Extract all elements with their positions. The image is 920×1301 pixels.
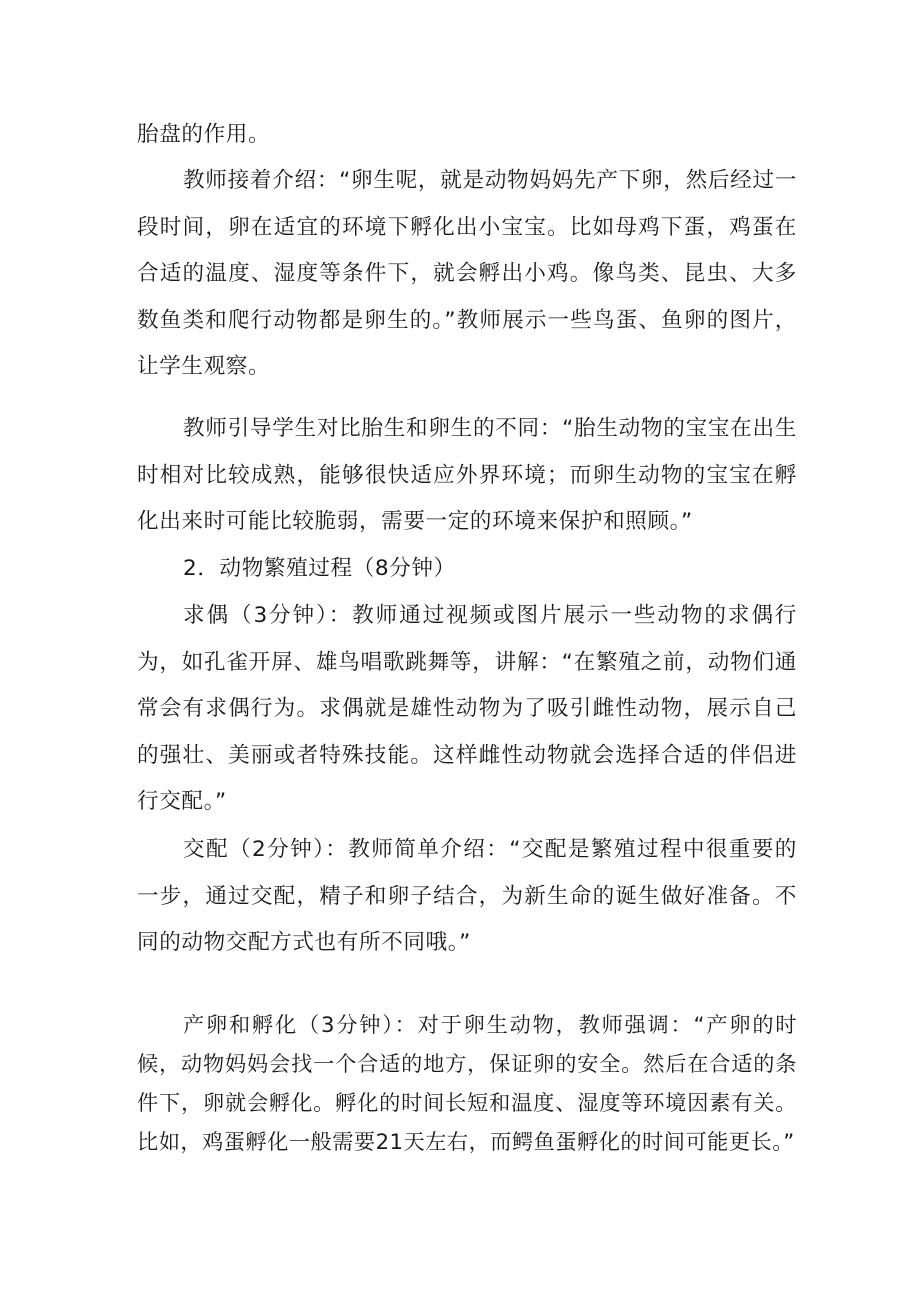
- paragraph-courtship: 求偶（3分钟）：教师通过视频或图片展示一些动物的求偶行为，如孔雀开屏、雄鸟唱歌跳舞等，讲解：“在繁殖之前，动物们通常会有求偶行为。求偶就是雄性动物为了吸引雌性动物，展示自己的强壮、美丽或者特殊技能。这样雌性动物就会选择合适的伴侣进行交配。”: [137, 603, 797, 814]
- paragraph-oviparous-intro: 教师接着介绍：“卵生呢，就是动物妈妈先产下卵，然后经过一段时间，卵在适宜的环境下孵化出小宝宝。比如母鸡下蛋，鸡蛋在合适的温度、湿度等条件下，就会孵出小鸡。像鸟类、昆虫、大多数鱼类和爬行动物都是卵生的。”教师展示一些鸟蛋、鱼卵的图片，让学生观察。: [137, 168, 797, 379]
- paragraph-compare-viviparous-oviparous: 教师引导学生对比胎生和卵生的不同：“胎生动物的宝宝在出生时相对比较成熟，能够很快适应外界环境；而卵生动物的宝宝在孵化出来时可能比较脆弱，需要一定的环境来保护和照顾。”: [137, 416, 797, 534]
- paragraph-laying-and-hatching: 产卵和孵化（3分钟）：对于卵生动物，教师强调：“产卵的时候，动物妈妈会找一个合适的地方，保证卵的安全。然后在合适的条件下，卵就会孵化。孵化的时间长短和温度、湿度等环境因素有关。比如，鸡蛋孵化一般需要21天左右，而鳄鱼蛋孵化的时间可能更长。”: [137, 1012, 797, 1154]
- paragraph-placenta-continuation: 胎盘的作用。: [137, 122, 271, 147]
- paragraph-mating: 交配（2分钟）：教师简单介绍：“交配是繁殖过程中很重要的一步，通过交配，精子和卵子结合，为新生命的诞生做好准备。不同的动物交配方式也有所不同哦。”: [137, 837, 797, 955]
- section-heading-reproduction-process: 2．动物繁殖过程（8分钟）: [183, 556, 456, 581]
